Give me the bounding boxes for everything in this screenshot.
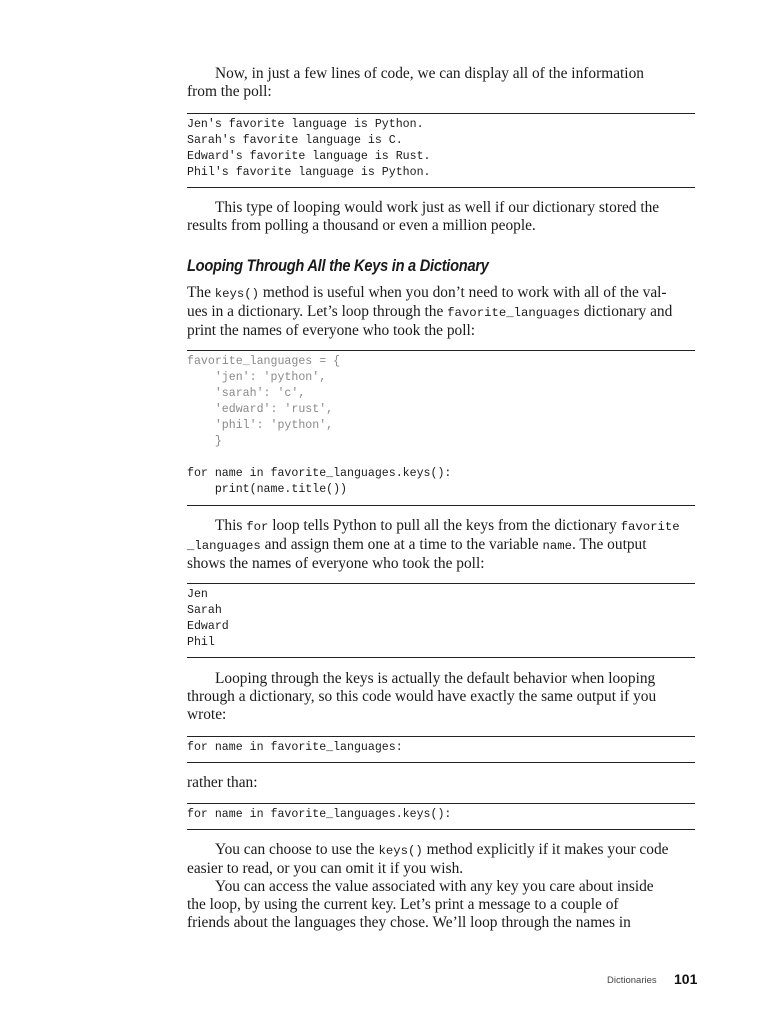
text-line: wrote:: [187, 706, 227, 723]
code-block-explicit-keys: [187, 803, 695, 830]
output-line: Sarah's favorite language is C.: [187, 134, 403, 147]
text-line: [187, 536, 695, 555]
inline-code: keys(): [214, 287, 260, 301]
output-line: Phil: [187, 636, 215, 649]
text-span: dictionary and: [580, 303, 673, 320]
code-block-keys-loop: [187, 350, 695, 506]
text-line: through a dictionary, so this code would have exactly the same output if you: [187, 688, 657, 705]
text-line: the loop, by using the current key. Let’s print a message to a couple of: [187, 896, 619, 913]
inline-code: favorite: [620, 520, 680, 534]
code-line: 'jen': 'python',: [187, 371, 327, 384]
paragraph-keys-method: [187, 284, 695, 340]
text-line: results from polling a thousand or even a million people.: [187, 217, 536, 234]
text-line: shows the names of everyone who took the poll:: [187, 555, 485, 572]
text-line: from the poll:: [187, 83, 272, 100]
text-line: friends about the languages they chose. We’ll loop through the names in: [187, 914, 631, 931]
output-line: Jen's favorite language is Python.: [187, 118, 424, 131]
paragraph-rather-than: [187, 774, 695, 792]
inline-code: favorite_languages: [447, 306, 580, 320]
text-span: You can choose to use the: [215, 841, 379, 858]
text-span: loop tells Python to pull all the keys from the dictionary: [268, 517, 621, 534]
text-span: ues in a dictionary. Let’s loop through the: [187, 303, 448, 320]
code-blank-line: [187, 450, 695, 466]
output-block-names: [187, 583, 695, 658]
output-line: Phil's favorite language is Python.: [187, 166, 431, 179]
inline-code: _languages: [187, 539, 261, 553]
output-line: Sarah: [187, 604, 222, 617]
inline-code: for: [246, 520, 269, 534]
inline-code: name: [542, 539, 572, 553]
code-line: 'edward': 'rust',: [187, 403, 334, 416]
output-block-languages: [187, 113, 695, 188]
footer-section-label: Dictionaries: [607, 975, 657, 986]
output-line: Jen: [187, 588, 208, 601]
text-span: method explicitly if it makes your code: [422, 841, 669, 858]
code-line: for name in favorite_languages:: [187, 741, 403, 754]
code-line: favorite_languages = {: [187, 355, 341, 368]
text-line: Now, in just a few lines of code, we can display all of the information: [215, 65, 644, 82]
text-line: [187, 517, 695, 536]
paragraph-scaling: [187, 199, 695, 235]
page-number: 101: [674, 971, 698, 987]
text-line: rather than:: [187, 774, 258, 791]
text-line: Looping through the keys is actually the default behavior when looping: [215, 670, 656, 687]
output-line: Edward: [187, 620, 229, 633]
text-line: You can access the value associated with any key you care about inside: [215, 878, 654, 895]
code-line: 'phil': 'python',: [187, 419, 334, 432]
text-line: [187, 841, 695, 860]
code-line: for name in favorite_languages.keys():: [187, 808, 452, 821]
code-line: }: [187, 435, 222, 448]
text-span: method is useful when you don’t need to work with all of the val-: [259, 284, 667, 301]
paragraph-for-loop: [187, 517, 695, 573]
paragraph-default-behavior: [187, 670, 695, 724]
text-span: The: [187, 284, 215, 301]
text-line: easier to read, or you can omit it if you wish.: [187, 860, 464, 877]
inline-code: keys(): [378, 844, 423, 858]
output-line: Edward's favorite language is Rust.: [187, 150, 431, 163]
paragraph-access-value: [187, 878, 695, 932]
text-span: and assign them one at a time to the variable: [260, 536, 543, 553]
text-span: . The output: [571, 536, 647, 553]
code-line: 'sarah': 'c',: [187, 387, 306, 400]
code-line: print(name.title()): [187, 483, 348, 496]
text-line: [187, 284, 695, 303]
text-line: print the names of everyone who took the poll:: [187, 322, 476, 339]
code-block-default-loop: [187, 736, 695, 763]
text-line: This type of looping would work just as well if our dictionary stored the: [215, 199, 660, 216]
text-line: [187, 303, 695, 322]
paragraph-explicit-keys: [187, 841, 695, 878]
text-span: This: [215, 517, 247, 534]
paragraph-intro: [187, 65, 695, 101]
section-heading: Looping Through All the Keys in a Dictionary: [187, 256, 489, 275]
code-line: for name in favorite_languages.keys():: [187, 467, 452, 480]
